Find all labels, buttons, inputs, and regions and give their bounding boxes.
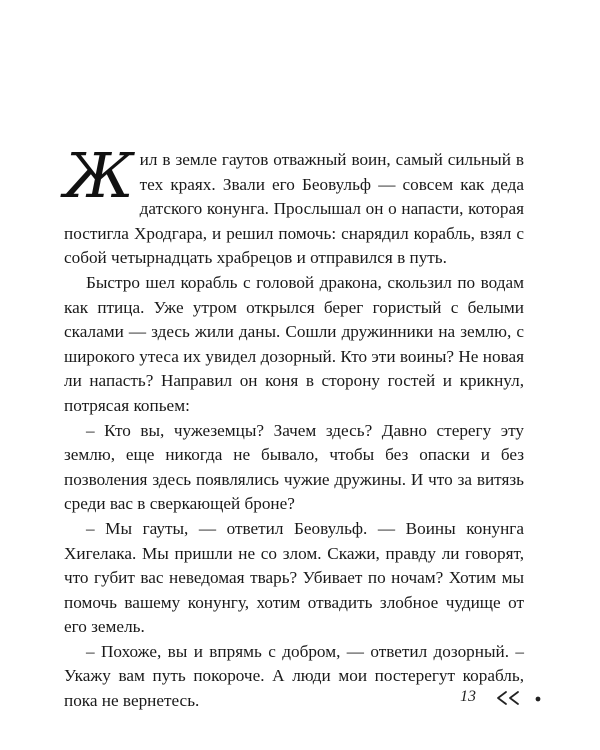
paragraph-4: – Мы гауты, — ответил Беовульф. — Воины конунга Хигелака. Мы пришли не со злом. Скажи, правду ли говорят, что губит вас неведомая тварь? Убивает по ночам? Хотим мы помочь вашему конунгу, хотим отвадить злобное чудище от его земель. — [64, 518, 524, 637]
paragraph-1-text: ил в земле гаутов отважный воин, самый сильный в тех краях. Звали его Беовульф — совсем как деда датского конунга. Прослышал он о напасти, которая постигла Хродгара, и решил помочь: снарядил корабль, взял с собой четырнадцать храбрецов и отправился в путь. — [64, 150, 524, 268]
paragraph-1 — [64, 139, 524, 271]
paragraph-2: Быстро шел корабль с головой дракона, скользил по водам как птица. Уже утром открылся берег гористый с белыми скалами — здесь жили даны. Сошли дружинники на землю, с широкого утеса их увидел дозорный. Кто эти воины? Не новая ли напасть? Направил он коня в сторону гостей и крикнул, потрясая копьем: — [64, 272, 524, 415]
paragraph-3: – Кто вы, чужеземцы? Зачем здесь? Давно стерегу эту землю, еще никогда не бывало, чтобы без опаски и без позволения здесь появлялись чужие дружины. И что за витязь среди вас в сверкающей броне? — [64, 420, 524, 514]
paragraph-5: – Похоже, вы и впрямь с добром, — ответил дозорный. – Укажу вам путь покороче. А люди мои постерегут корабль, пока не вернетесь. — [64, 641, 524, 711]
page-footer — [460, 688, 580, 718]
page-number: 13 — [460, 688, 476, 705]
arrow-ornament-icon — [494, 686, 546, 710]
story-text — [64, 139, 524, 714]
drop-cap: Ж — [64, 139, 134, 212]
